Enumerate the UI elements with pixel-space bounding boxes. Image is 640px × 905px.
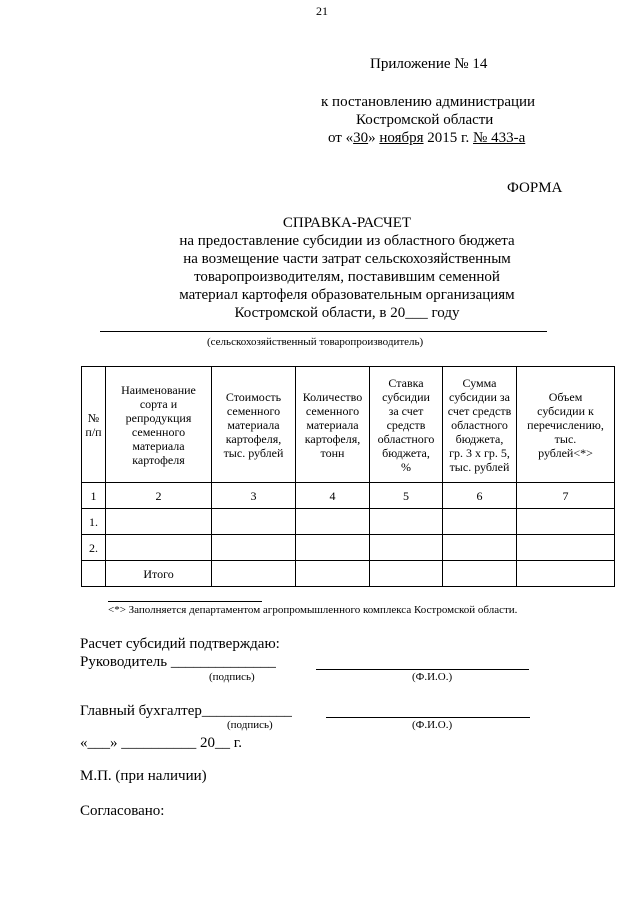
heading	[80, 214, 614, 322]
producer-caption: (сельскохозяйственный товаропроизводитель)	[207, 336, 424, 348]
table-cell	[370, 509, 443, 535]
column-number: 3	[212, 483, 296, 509]
column-number: 5	[370, 483, 443, 509]
producer-line	[100, 331, 547, 332]
footnote: <*> Заполняется департаментом агропромышленного комплекса Костромской области.	[108, 604, 518, 616]
appendix-resolution: к постановлению администрации	[321, 94, 536, 110]
footnote-separator	[108, 601, 262, 602]
table-row	[82, 509, 615, 535]
date-year: 2015 г.	[423, 130, 474, 146]
header-cell-amount: Сумма субсидии за счет средств областного бюджета, гр. 3 х гр. 5, тыс. рублей	[443, 367, 517, 483]
table-cell	[443, 535, 517, 561]
table-total-row	[82, 561, 615, 587]
heading-line: Костромской области, в 20___ году	[234, 305, 460, 321]
table-cell	[443, 509, 517, 535]
heading-line: на возмещение части затрат сельскохозяйственным	[183, 251, 511, 267]
table-cell	[370, 561, 443, 587]
page-number: 21	[316, 4, 328, 18]
table-cell	[212, 561, 296, 587]
date-day: 30	[353, 130, 369, 146]
header-cell-cost: Стоимость семенного материала картофеля, тыс. рублей	[212, 367, 296, 483]
table-cell	[517, 509, 615, 535]
table-header-row	[82, 367, 615, 483]
accountant-fio-line	[326, 717, 530, 718]
appendix-region: Костромской области	[356, 112, 494, 128]
accountant-fio-caption: (Ф.И.О.)	[412, 719, 453, 731]
table-numbering-row	[82, 483, 615, 509]
table-cell	[370, 535, 443, 561]
table-row	[82, 535, 615, 561]
head-signature-caption: (подпись)	[209, 671, 255, 683]
heading-line: на предоставление субсидии из областного бюджета	[179, 233, 515, 249]
table-cell	[212, 535, 296, 561]
column-number: 7	[517, 483, 615, 509]
date-line: «___» __________ 20__ г.	[80, 735, 242, 751]
table-cell	[517, 561, 615, 587]
table-cell	[106, 535, 212, 561]
heading-line: материал картофеля образовательным организациям	[179, 287, 515, 303]
stamp-text: М.П. (при наличии)	[80, 768, 207, 784]
table-cell	[296, 561, 370, 587]
head-fio-line	[316, 669, 529, 670]
date-day-suffix: »	[368, 130, 376, 146]
column-number: 1	[82, 483, 106, 509]
form-label: ФОРМА	[507, 180, 563, 196]
table-cell	[443, 561, 517, 587]
appendix-date	[328, 130, 525, 147]
accountant-signature-caption: (подпись)	[227, 719, 273, 731]
total-label: Итого	[106, 561, 212, 587]
header-cell-quantity: Количество семенного материала картофеля, тонн	[296, 367, 370, 483]
table-cell	[212, 509, 296, 535]
heading-title: СПРАВКА-РАСЧЕТ	[282, 215, 412, 231]
header-cell-rate: Ставка субсидии за счет средств областного бюджета, %	[370, 367, 443, 483]
head-signature-label: Руководитель ______________	[80, 654, 276, 670]
accountant-signature-label: Главный бухгалтер____________	[80, 703, 292, 719]
header-cell-number: № п/п	[82, 367, 106, 483]
table-cell: 1.	[82, 509, 106, 535]
resolution-number: № 433-а	[473, 130, 526, 146]
appendix-title: Приложение № 14	[370, 56, 488, 72]
column-number: 6	[443, 483, 517, 509]
date-prefix: от «	[328, 130, 354, 146]
date-month: ноября	[379, 130, 424, 146]
head-fio-caption: (Ф.И.О.)	[412, 671, 453, 683]
column-number: 2	[106, 483, 212, 509]
table-cell	[106, 509, 212, 535]
table-cell: 2.	[82, 535, 106, 561]
table-cell	[296, 509, 370, 535]
header-cell-volume: Объем субсидии к перечислению, тыс. рублей<*>	[517, 367, 615, 483]
subsidy-table	[81, 366, 615, 587]
table-cell	[517, 535, 615, 561]
table-cell	[82, 561, 106, 587]
header-cell-variety: Наименование сорта и репродукция семенного материала картофеля	[106, 367, 212, 483]
table-cell	[296, 535, 370, 561]
agreed-text: Согласовано:	[80, 803, 165, 819]
confirm-text: Расчет субсидий подтверждаю:	[80, 636, 280, 652]
column-number: 4	[296, 483, 370, 509]
heading-line: товаропроизводителям, поставившим семенной	[194, 269, 500, 285]
